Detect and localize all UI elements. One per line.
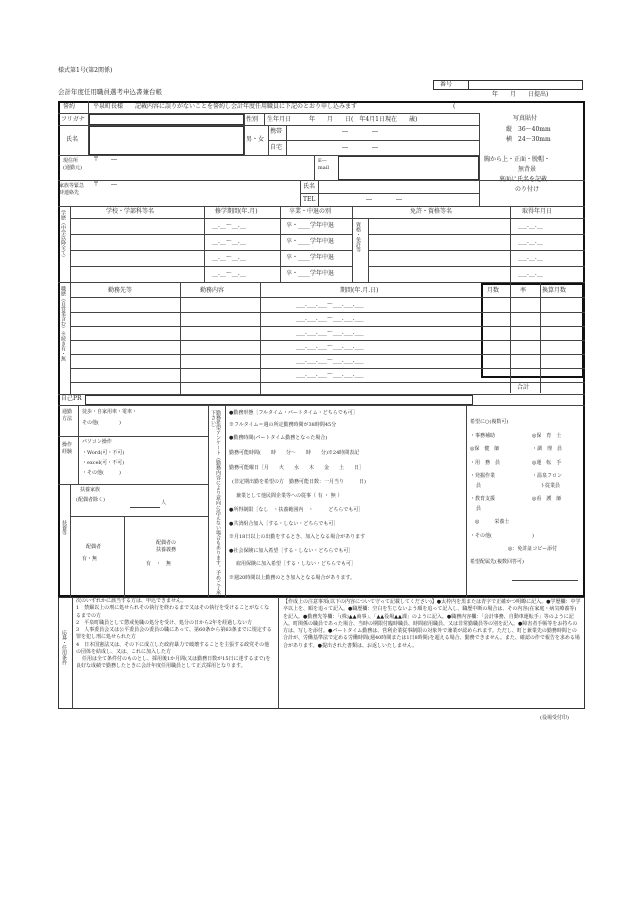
pref-5c: 員 [476,506,482,512]
pref-3b[interactable]: ◎運 転 手 [532,460,562,466]
col-months: 月数 [487,287,500,294]
oath-paren: ( [453,103,456,110]
edu-status-2[interactable]: 卒・____学年中退 [286,238,335,245]
employment-side-label: 職歴（自営業含む）※続き有・無 [60,286,66,361]
pref-title: 希望に○(複数可) [470,419,509,425]
emergency-name-label: 氏名 [303,183,316,190]
pref-9: 希望配属先(複数回答可) [470,559,524,565]
email-label: E― mail [318,158,329,172]
photo-note3: 裏面に氏名を記載 [499,176,548,183]
col-employer: 勤務先等 [108,287,133,294]
survey-l5[interactable]: 勤務可能曜日［月 火 水 木 金 土 日］ [229,465,365,471]
self-pr-input[interactable] [85,395,473,405]
pref-1b[interactable]: ◎保 育 士 [532,433,562,439]
col-license: 免許・資格等名 [410,208,453,215]
pref-2b[interactable]: ・調 理 員 [532,446,563,452]
date-submitted: 年 月 日提出) [492,91,549,98]
pref-3a[interactable]: ・用 務 員 [470,460,501,466]
cond-6: 任用は全て条件付のものとし、採用後1か月間(又は勤務日数が15日に達するまで)を良好な成績で勤務したときに会計年度任用職員として正式採用となります。 [76,656,271,670]
emergency-tel-input[interactable]: ― ― [366,196,403,203]
birth-label: 生年月日 年 月 日( 年4月1日現在 歳) [267,116,418,123]
edu-period-2[interactable]: __.__〜__.__ [212,238,246,245]
form-title: 会計年度任用職員選考申込書兼台帳 [58,88,162,96]
total-label: 合計 [517,384,530,391]
family-note: (配偶者除く) [76,497,105,503]
cond-4: 3 人事委員会又は公平委員会の委員の職にあって、第60条から第63条までに規定する罪を犯し刑に処せられた方 [76,627,272,641]
survey-l4[interactable]: 勤務可能時間( 時 分〜 時 分)※24時間表記 [229,450,360,456]
emp-period-4[interactable]: ___.___.___〜___.___.___ [296,343,364,350]
photo-note2: 無背景 [518,166,537,173]
skills-word[interactable]: ・Word(可・不可) [82,450,125,456]
family-unit[interactable]: 人 [161,500,167,506]
survey-l2: ※フルタイム＝週の所定勤務時間が38時間45分 [229,422,337,428]
lic-date-2[interactable]: ___.__.__ [518,238,543,245]
edu-period-3[interactable]: __.__〜__.__ [212,254,246,261]
pref-2a[interactable]: ◎保 健 師 [470,446,500,452]
photo-note1: 胸から上・正面・脱帽・ [484,156,551,163]
license-side-label: 資格・免許等 [355,222,361,252]
survey-l11[interactable]: ●社会保険に加入希望［する・しない・どちらでも可］ [229,548,354,554]
skills-excel[interactable]: ・excel(可・不可) [82,460,125,466]
pref-5b[interactable]: ◎看 護 師 [532,496,562,502]
phone-home-input[interactable]: ― ― [342,144,379,151]
pref-1a[interactable]: ・事務補助 [470,433,496,439]
emergency-label: 家族等緊急 時連絡先 [59,183,85,197]
bango-label: 番号 [440,81,453,88]
dependents-side-label: 扶養等 [61,520,67,535]
spouse-label: 配偶者 [86,544,102,550]
edu-status-1[interactable]: 卒・____学年中退 [286,222,335,229]
form-number: 様式第1号(第2関係) [58,67,113,74]
skills-label: 操作 経験 [62,442,73,456]
conditions-side-label: 応募・任用条件 [61,630,67,665]
email-input[interactable] [338,156,479,180]
col-period: 修学期間(年.月) [215,208,258,215]
emp-period-3[interactable]: ___.___.___〜___.___.___ [296,329,364,336]
col-rate: 率 [520,287,527,294]
pref-7[interactable]: ・その他( ) [470,533,534,539]
photo-title: 写真貼付 [513,115,538,122]
gender-value[interactable]: 男・女 [246,136,265,143]
cond-5: 4 日本国憲法又は、その下に成立した政府暴力で破壊することを主張する政党その他の団体を結成し、又は、これに加入した方 [76,641,270,655]
reception-stamp: (役場受付印) [540,715,569,721]
edu-status-3[interactable]: 卒・____学年中退 [286,254,335,261]
emp-period-1[interactable]: ___.___.___〜___.___.___ [296,301,364,308]
lic-date-4[interactable]: ___.__.__ [518,270,543,277]
oath-label: 誓約 [63,103,76,110]
col-emp-period: 期間(年.月.日) [340,287,379,294]
furigana-input[interactable] [89,114,244,125]
survey-l10: ※月18日以上の出勤をするとき、加入となる場合があります [229,534,366,540]
emp-period-6[interactable]: ___.___.___〜___.___.___ [296,371,364,378]
col-status: 卒業・中退の別 [289,208,332,215]
emp-period-5[interactable]: ___.___.___〜___.___.___ [296,357,364,364]
edu-period-1[interactable]: __.__〜__.__ [212,222,246,229]
edu-status-4[interactable]: 卒・____学年中退 [286,270,335,277]
skills-item0: パソコン操作 [82,439,112,445]
pref-5a[interactable]: ・教育支援 [470,496,496,502]
emergency-postal[interactable]: 〒 ― [93,181,118,188]
name-label: 氏名 [66,136,79,143]
conditions-text [76,598,274,671]
photo-note4: のり付け [515,186,540,193]
col-duties: 勤務内容 [200,287,225,294]
survey-l9[interactable]: ●共済組合加入［する・しない・どちらでも可］ [229,521,339,527]
cond-3: 2 平泉町職員として懲戒免職の処分を受け、処分の日から2年を経過しない方 [76,619,253,626]
survey-side-label: 勤務希望アンケート（勤務内容により意向に沿えない場合もあります。予めご了承下さい） [210,410,221,595]
education-side-label: 学歴（中学以降全て） [60,210,66,260]
col-converted: 換算月数 [542,287,567,294]
phone-mobile-label: 携帯 [270,128,283,135]
lic-date-3[interactable]: ___.__.__ [518,254,543,261]
emp-period-2[interactable]: ___.___.___〜___.___.___ [296,315,364,322]
survey-l12[interactable]: 雇用保険に加入希望［する・しない・どちらでも可］ [236,561,356,567]
phone-mobile-input[interactable]: ― ― [342,128,379,135]
col-school: 学校・学部科等名 [106,208,155,215]
lic-date-1[interactable]: ___.__.__ [518,222,543,229]
name-input[interactable] [89,126,244,155]
survey-l8[interactable]: ●所得制限［なし ・扶養範囲内 ・ どちらでも可］ [229,507,364,513]
photo-size2: 横 24〜30mm [506,136,551,143]
commute-options1[interactable]: 徒歩・自家用車・電車・ [82,409,138,415]
oath-text: 平泉町長様 記載内容に誤りがないことを誓約し会計年度任用職員に下記のとおり申し込みます [93,103,358,110]
commute-options2[interactable]: その他( ) [82,420,121,426]
spouse-value[interactable]: 有・無 [82,556,98,562]
spouse-dep-value[interactable]: 有 ・ 無 [146,561,172,567]
survey-l1[interactable]: ●勤務形態［フルタイム・パートタイム・どちらでも可］ [229,410,358,416]
cond-1: 次のいずれかに該当する方は、申込できません。 [76,598,187,604]
phone-home-label: 自宅 [270,144,283,151]
pref-4b[interactable]: ・温泉フロン [532,473,563,479]
survey-l7[interactable]: 兼業として他民間企業等への従事（ 有 ・ 無 ） [236,493,343,499]
gender-label: 性別 [246,116,259,123]
survey-l3: ●勤務時間(パートタイム勤務となった場合) [229,435,328,441]
emergency-tel-label: TEL [303,196,316,203]
notes-text: 【作成上の注意事項(以下の内容について守って記載してください)】●太枠内を黒または青字で正確かつ明瞭に記入。●学歴欄：中学卒以上を、順を追って記入。●職歴欄：空白を生じないよう順を追って記入し、職歴中断の場合は、その内容(在家庭・病気療養等)を記入。●勤務先等欄：「(株)▲▲商事」、「▲▲役場▲▲課」のように記入。●職務内容欄：「会計事務、自動車運転手」等のように記入。町関係の職員であった場合、当時の期限付臨時職員、時間雇用職員、又は非常勤職員等の別を記入。●障害者手帳等をお持ちの方は、写しを添付。●パートタイム勤務は、営利企業従事制限の対象外で兼業が認められます。ただし、町と兼業先の勤務時間との合計が、労働基準法で定める労働時間(週40時間または1日8時間)を超える場合、勤務できません。また、確認の作で報告を求める場合があります。●提出された書類は、お返しいたしません。 [283,599,581,649]
pref-8: ◎：免許証コピー添付 [508,546,558,552]
pref-4a[interactable]: ・発掘作業 [470,473,496,479]
survey-l13: ※週20時間以上勤務のとき加入となる場合があります。 [229,575,355,581]
furigana-label: フリガナ [61,116,85,123]
address-label: 現住所 (通勤元) [63,158,82,172]
address-postal[interactable]: 〒 ― [93,156,118,163]
self-pr-label: 自己PR [61,395,82,402]
skills-other[interactable]: ・その他( ) [82,470,121,476]
photo-size1: 縦 36〜40mm [506,126,551,133]
pref-4c: 員 [476,483,482,489]
survey-l6[interactable]: (非定期出勤を希望の方 勤務可能日数：一月当り 日) [232,479,366,485]
edu-period-4[interactable]: __.__〜__.__ [212,270,246,277]
family-label: 扶養家族 [80,487,101,493]
cond-2: 1 禁錮以上の刑に処せられその執行を終わるまで又はその執行を受けることがなくなるまでの方 [76,605,270,619]
commute-label: 通勤 方法 [62,409,73,423]
spouse-dep-label: 配偶者の 扶養義務 [155,540,176,554]
bango-field[interactable] [468,80,583,90]
pref-6[interactable]: ◎ 栄養士 [475,519,510,525]
pref-4d: ト従業員 [540,483,561,489]
col-acquired: 取得年月日 [522,208,553,215]
